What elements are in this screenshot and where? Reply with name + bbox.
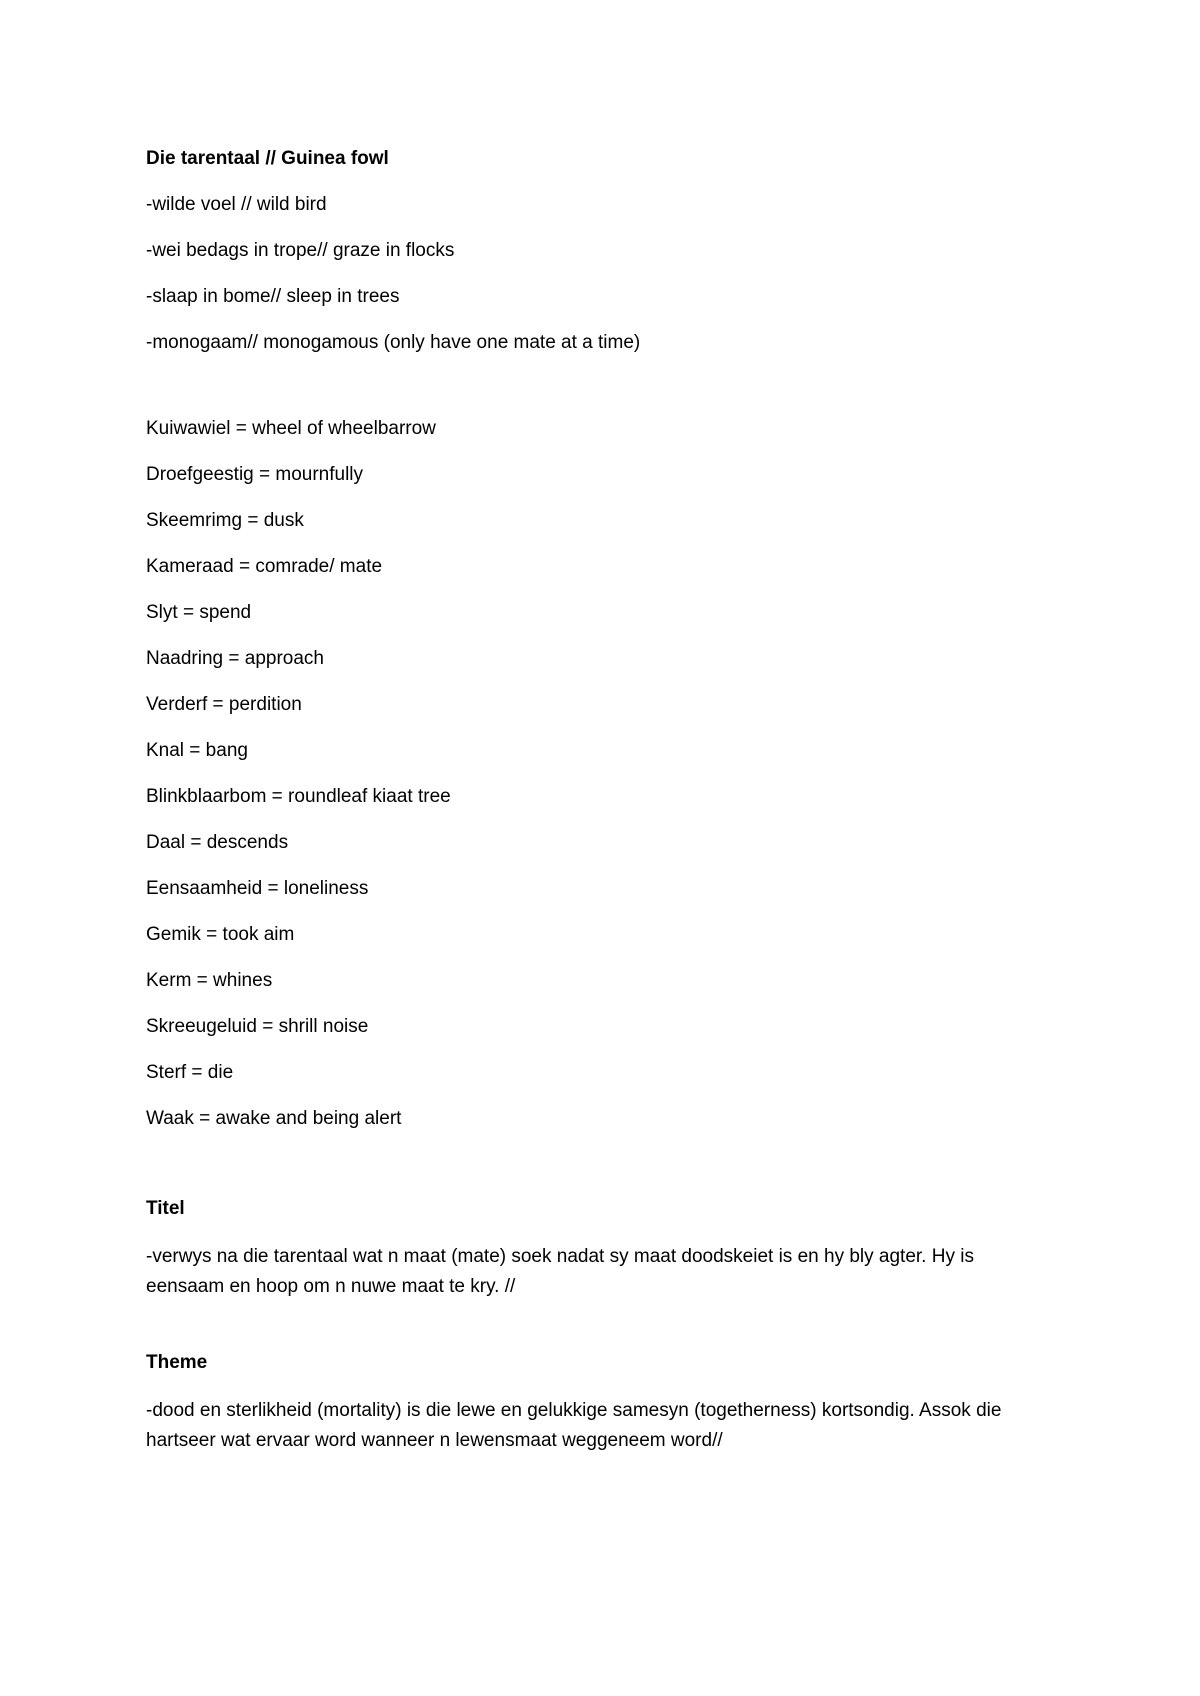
vocab-item: Naadring = approach — [146, 648, 324, 669]
vocab-item: Kameraad = comrade/ mate — [146, 556, 383, 577]
document-content — [146, 146, 1046, 1456]
vocab-item: Daal = descends — [146, 832, 289, 853]
vocab-item: Waak = awake and being alert — [146, 1108, 402, 1129]
vocab-item: Kuiwawiel = wheel of wheelbarrow — [146, 418, 436, 439]
vocab-item: Blinkblaarbom = roundleaf kiaat tree — [146, 786, 451, 807]
vocab-item: Eensaamheid = loneliness — [146, 878, 369, 899]
theme-text: -dood en sterlikheid (mortality) is die lewe en gelukkige samesyn (togetherness) kortsondig. Assok die hartseer wat ervaar word wanneer n lewensmaat weggeneem word// — [146, 1400, 1002, 1451]
vocab-item: Droefgeestig = mournfully — [146, 464, 364, 485]
vocab-item: Gemik = took aim — [146, 924, 295, 945]
document-title: Die tarentaal // Guinea fowl — [146, 148, 389, 169]
titel-section — [146, 1196, 1046, 1302]
titel-text: -verwys na die tarentaal wat n maat (mate) soek nadat sy maat doodskeiet is en hy bly agter. Hy is eensaam en hoop om n nuwe maat te kry. // — [146, 1246, 974, 1297]
titel-heading: Titel — [146, 1198, 185, 1219]
vocab-item: Knal = bang — [146, 740, 248, 761]
fact-item: -wei bedags in trope// graze in flocks — [146, 240, 455, 261]
vocab-item: Sterf = die — [146, 1062, 234, 1083]
vocab-item: Skreeugeluid = shrill noise — [146, 1016, 369, 1037]
facts-list — [146, 192, 1046, 356]
fact-item: -slaap in bome// sleep in trees — [146, 286, 400, 307]
vocab-item: Kerm = whines — [146, 970, 273, 991]
vocab-item: Skeemrimg = dusk — [146, 510, 304, 531]
vocab-item: Verderf = perdition — [146, 694, 302, 715]
spacer — [146, 376, 1046, 416]
vocabulary-list — [146, 416, 1046, 1132]
fact-item: -wilde voel // wild bird — [146, 194, 327, 215]
spacer — [146, 1152, 1046, 1196]
spacer — [146, 1302, 1046, 1350]
vocab-item: Slyt = spend — [146, 602, 252, 623]
fact-item: -monogaam// monogamous (only have one mate at a time) — [146, 332, 641, 353]
theme-section — [146, 1350, 1046, 1456]
theme-heading: Theme — [146, 1352, 208, 1373]
